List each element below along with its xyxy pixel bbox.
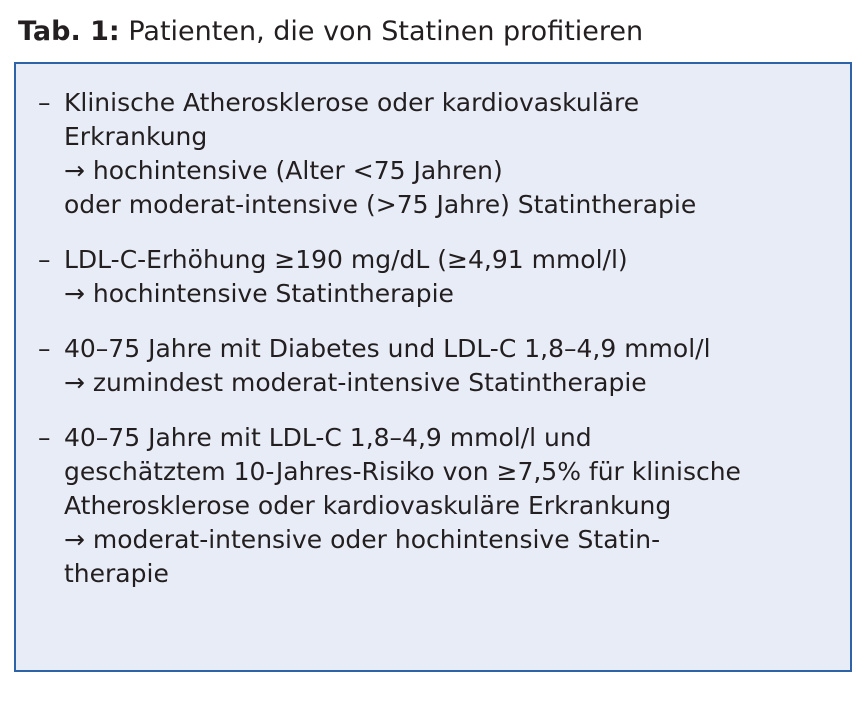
list-item-line: → moderat-intensive oder hochintensive Statin-	[64, 525, 661, 555]
list-item-lines	[64, 332, 824, 400]
caption-label: Tab. 1:	[18, 16, 120, 47]
table-body	[14, 62, 852, 672]
list-item-line: geschätztem 10-Jahres-Risiko von ≥7,5% für klinische	[64, 457, 741, 487]
caption-text: Patienten, die von Statinen profitieren	[128, 16, 644, 47]
list-item-lines	[64, 243, 824, 311]
bullet-dash: –	[38, 245, 51, 275]
list-item-line: → zumindest moderat-intensive Statintherapie	[64, 368, 647, 398]
list-item-line: Klinische Atherosklerose oder kardiovaskuläre	[64, 88, 640, 118]
list-item-lines	[64, 86, 824, 222]
list-item-line: Erkrankung	[64, 122, 208, 152]
list-item-line: → hochintensive (Alter <75 Jahren)	[64, 156, 503, 186]
list-item-line: LDL-C-Erhöhung ≥190 mg/dL (≥4,91 mmol/l)	[64, 245, 628, 275]
list-item	[38, 332, 824, 400]
list-item-line: therapie	[64, 559, 169, 589]
bullet-dash: –	[38, 88, 51, 118]
list-item-line: 40–75 Jahre mit LDL-C 1,8–4,9 mmol/l und	[64, 423, 592, 453]
table-caption	[18, 16, 852, 48]
list-item-line: Atherosklerose oder kardiovaskuläre Erkrankung	[64, 491, 672, 521]
list-item-lines	[64, 421, 824, 591]
list-item	[38, 86, 824, 222]
bullet-dash: –	[38, 423, 51, 453]
list-item	[38, 243, 824, 311]
list-item	[38, 421, 824, 591]
bullet-dash: –	[38, 334, 51, 364]
list-item-line: oder moderat-intensive (>75 Jahre) Statintherapie	[64, 190, 697, 220]
list-item-line: → hochintensive Statintherapie	[64, 279, 454, 309]
list-item-line: 40–75 Jahre mit Diabetes und LDL-C 1,8–4,9 mmol/l	[64, 334, 711, 364]
